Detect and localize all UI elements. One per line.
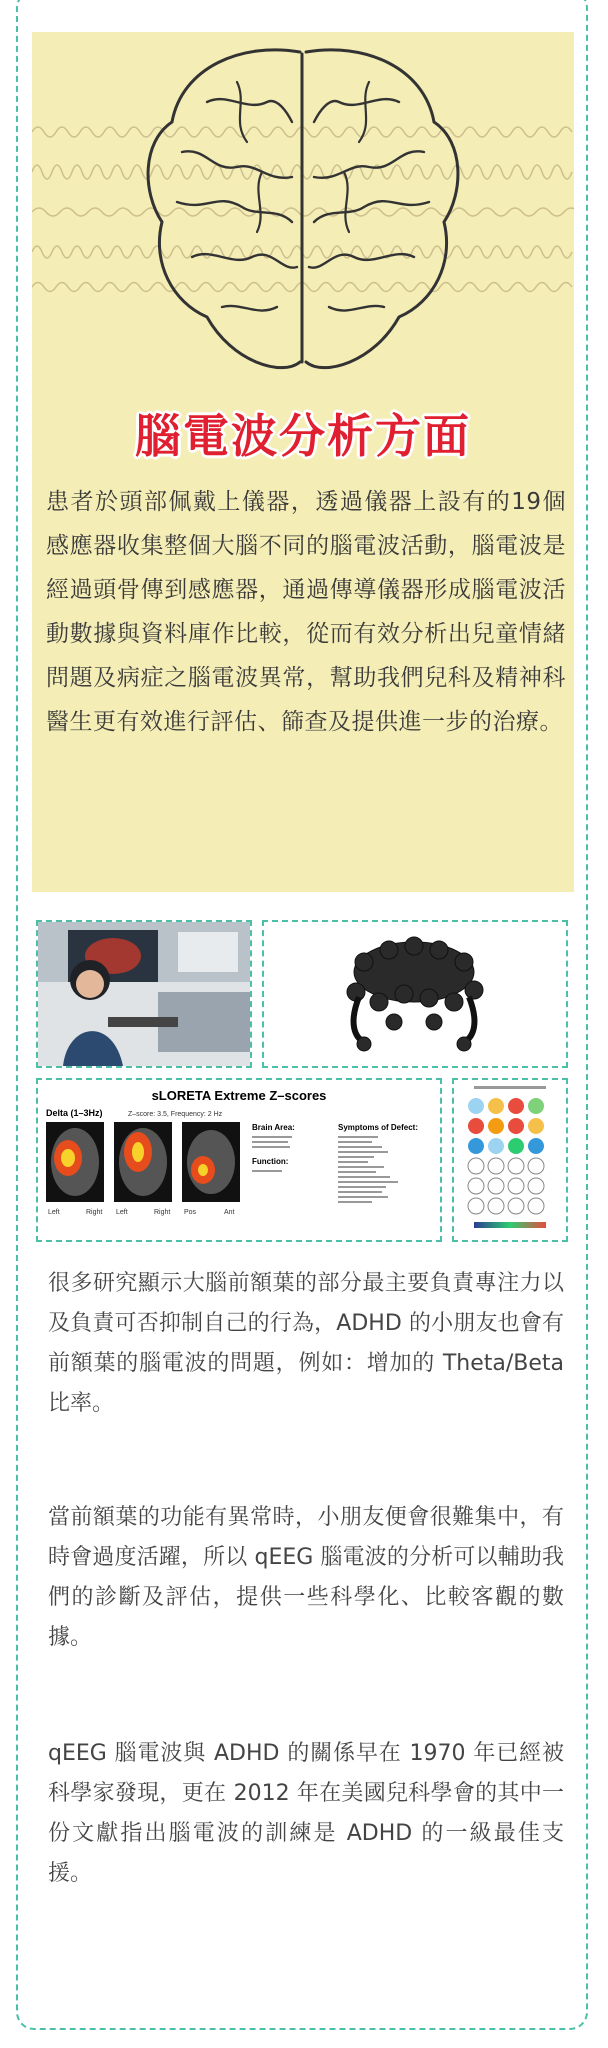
photo-eeg-headset (262, 920, 568, 1068)
photo-child-eeg-session (36, 920, 252, 1068)
view-label-ant: Ant (224, 1209, 235, 1216)
paragraph-prefrontal-research: 很多研究顯示大腦前額葉的部分最主要負責專注力以及負責可否抑制自己的行為，ADHD 的小朋友也會有前額葉的腦電波的問題，例如：增加的 Theta/Beta 比率。 (48, 1271, 564, 1416)
topographic-maps-panel (452, 1078, 568, 1242)
hero-paragraph: 患者於頭部佩戴上儀器，透過儀器上設有的19個感應器收集整個大腦不同的腦電波活動，腦電波是經過頭骨傳到感應器，通過傳導儀器形成腦電波活動數據與資料庫作比較，從而有效分析出兒童情緒問題及病症之腦電波異常，幫助我們兒科及精神科醫生更有效進行評估、篩查及提供進一步的治療。 (46, 489, 566, 735)
paragraph-qeeg-history: qEEG 腦電波與 ADHD 的關係早在 1970 年已經被科學家發現，更在 2012 年在美國兒科學會的其中一份文獻指出腦電波的訓練是 ADHD 的一級最佳支援。 (48, 1741, 564, 1886)
sloreta-zscore: Z–score: 3.5, Frequency: 2 Hz (128, 1111, 223, 1118)
brain-area-label: Brain Area: (252, 1123, 295, 1132)
paragraph-qeeg-analysis: 當前額葉的功能有異常時，小朋友便會很難集中，有時會過度活躍，所以 qEEG 腦電波的分析可以輔助我們的診斷及評估，提供一些科學化、比較客觀的數據。 (48, 1505, 564, 1650)
view-label-right-1: Right (86, 1209, 103, 1216)
brain-wave-illustration (32, 32, 574, 432)
sloreta-title: sLORETA Extreme Z–scores (151, 1088, 327, 1103)
sloreta-band: Delta (1–3Hz) (46, 1108, 103, 1118)
view-label-pos: Pos (184, 1209, 197, 1216)
hero-panel (32, 32, 574, 892)
hero-title: 腦電波分析方面 (135, 409, 471, 463)
brain-slice-axial (182, 1122, 240, 1202)
brain-outline (148, 50, 458, 368)
brain-slice-right (114, 1122, 172, 1202)
view-label-left-1: Left (48, 1209, 60, 1216)
brain-slice-left (46, 1122, 104, 1202)
symptoms-label: Symptoms of Defect: (338, 1123, 419, 1132)
sloreta-zscore-panel (36, 1078, 442, 1242)
view-label-left-2: Left (116, 1209, 128, 1216)
view-label-right-2: Right (154, 1209, 171, 1216)
function-label: Function: (252, 1157, 289, 1166)
